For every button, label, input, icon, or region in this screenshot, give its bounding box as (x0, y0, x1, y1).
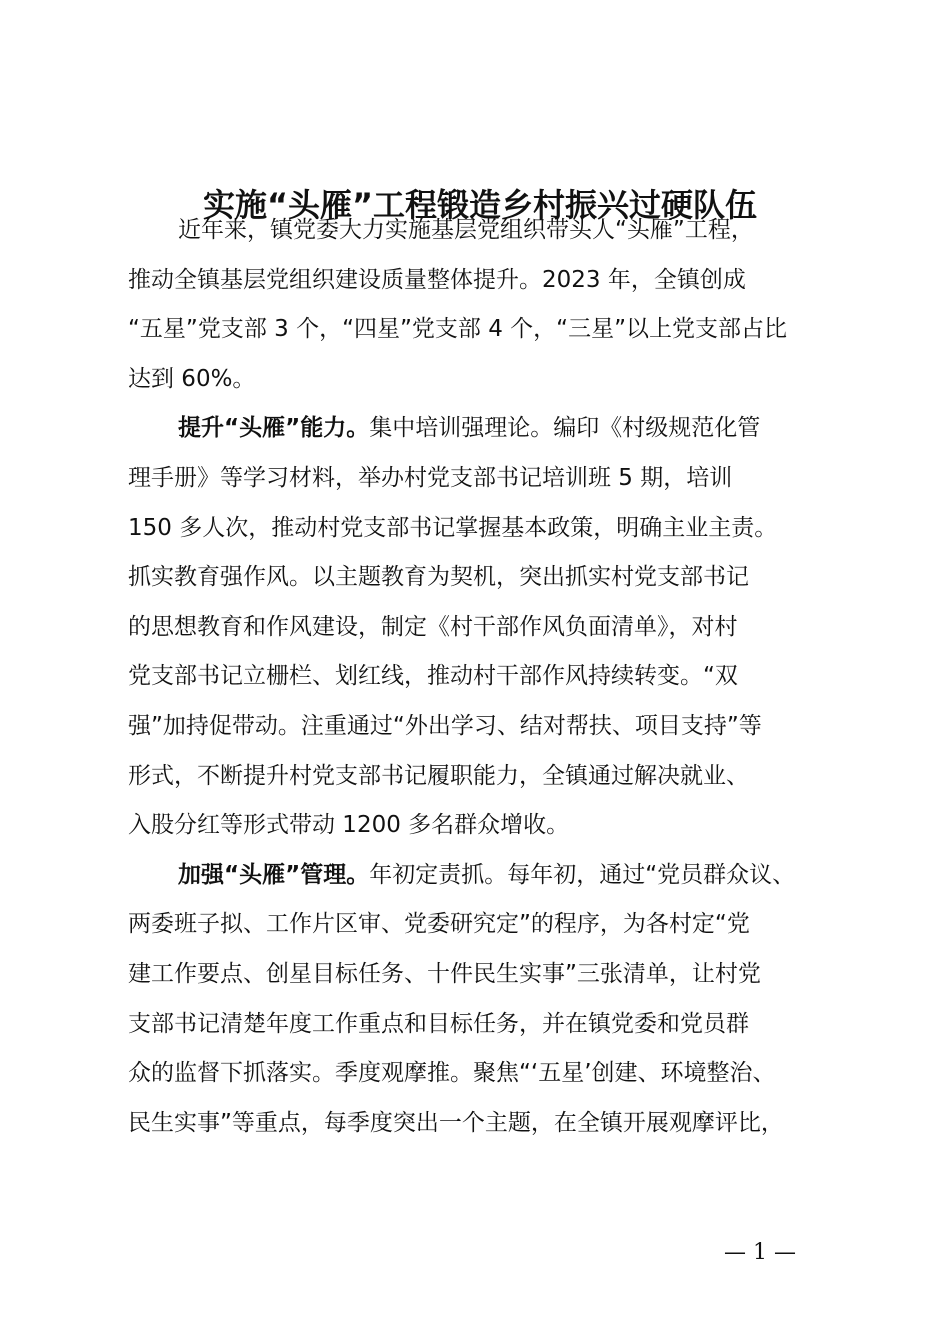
text-line: 入股分红等形式带动 1200 多名群众增收。 (128, 812, 570, 839)
section-heading: 加强“头雁”管理。 (178, 861, 370, 888)
text-segment: 年初定责抓。每年初，通过“党员群众议、 (369, 861, 796, 888)
document-title: 实施“头雁”工程锻造乡村振兴过硬队伍 (202, 186, 758, 224)
text-line: 抓实教育强作风。以主题教育为契机，突出抓实村党支部书记 (128, 564, 749, 591)
text-line: 理手册》等学习材料，举办村党支部书记培训班 5 期，培训 (128, 464, 733, 491)
text-line: 的思想教育和作风建设，制定《村干部作风负面清单》，对村 (128, 613, 738, 640)
text-line: 民生实事”等重点，每季度突出一个主题，在全镇开展观摩评比， (128, 1109, 784, 1136)
document-body (128, 206, 858, 1148)
text-line: 近年来，镇党委大力实施基层党组织带头人“头雁”工程， (178, 217, 754, 243)
text-line (128, 851, 858, 901)
text-line: 强”加持促带动。注重通过“外出学习、结对帮扶、项目支持”等 (128, 712, 762, 739)
text-line: 建工作要点、创星目标任务、十件民生实事”三张清单，让村党 (128, 960, 761, 987)
paragraph-ability (128, 404, 858, 850)
paragraph-management (128, 851, 858, 1149)
text-line: 支部书记清楚年度工作重点和目标任务，并在镇党委和党员群 (128, 1010, 749, 1037)
text-segment: 集中培训强理论。编印《村级规范化管 (369, 415, 761, 442)
text-line: 推动全镇基层党组织建设质量整体提升。2023 年，全镇创成 (128, 266, 746, 293)
text-line: 两委班子拟、工作片区审、党委研究定”的程序，为各村定“党 (128, 911, 750, 938)
paragraph-intro (128, 206, 858, 404)
text-line (128, 404, 858, 454)
text-line: 众的监督下抓落实。季度观摩推。聚焦“‘五星’创建、环境整治、 (128, 1060, 776, 1087)
text-line: 150 多人次，推动村党支部书记掌握基本政策，明确主业主责。 (128, 514, 778, 541)
text-line: “五星”党支部 3 个，“四星”党支部 4 个，“三星”以上党支部占比 (128, 316, 788, 343)
text-line: 达到 60%。 (128, 365, 256, 392)
text-line: 形式，不断提升村党支部书记履职能力，全镇通过解决就业、 (128, 762, 749, 789)
section-heading: 提升“头雁”能力。 (178, 415, 370, 442)
text-line: 党支部书记立栅栏、划红线，推动村干部作风持续转变。“双 (128, 663, 738, 690)
page-number: — 1 — (724, 1240, 796, 1265)
